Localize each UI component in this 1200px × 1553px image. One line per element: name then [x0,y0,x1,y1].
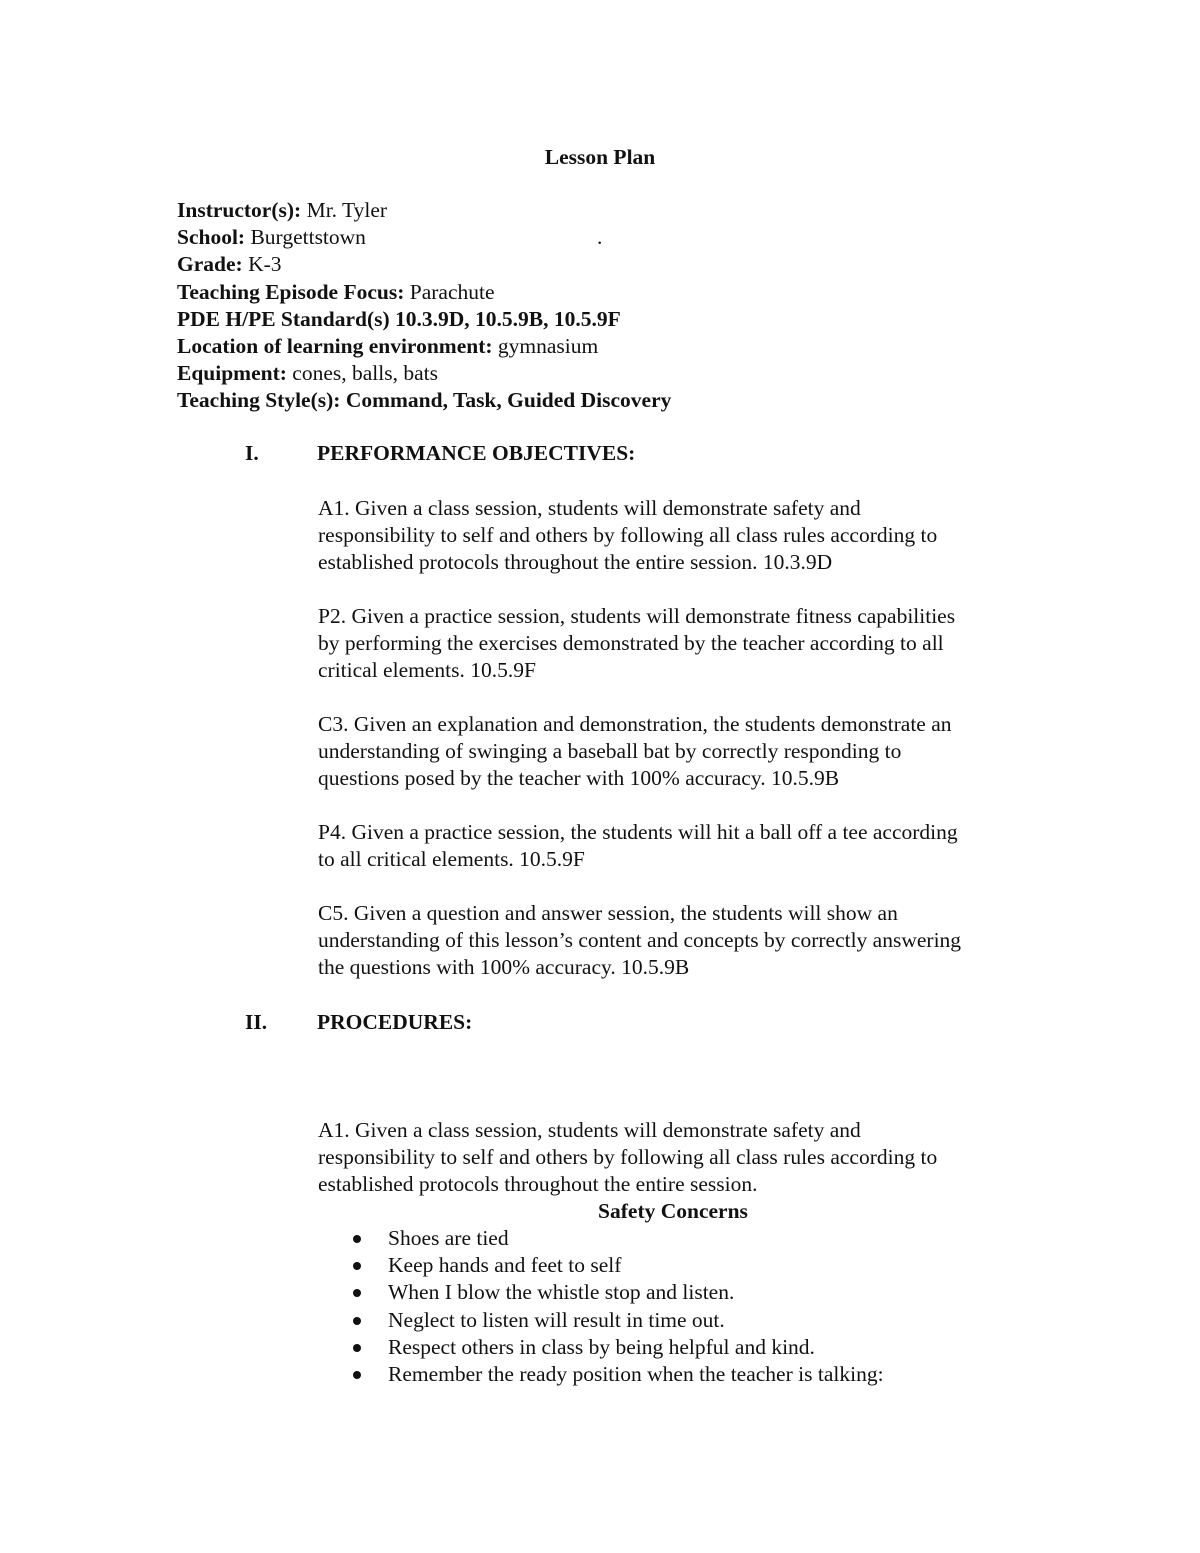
bullet-icon [353,1317,361,1325]
list-item-text: Respect others in class by being helpful and kind. [388,1334,815,1359]
lesson-header [177,197,1077,415]
list-item-text: Remember the ready position when the teacher is talking: [388,1361,884,1386]
teaching-style-label: Teaching Style(s): [177,388,341,413]
list-item-text: When I blow the whistle stop and listen. [388,1280,735,1305]
standards-line: PDE H/PE Standard(s) 10.3.9D, 10.5.9B, 10.5.9F [177,306,621,331]
grade-label: Grade: [177,252,243,277]
objective-p4 [318,819,1038,873]
objective-c3 [318,711,1038,793]
list-item [350,1307,884,1334]
section-numeral: II. [245,1010,268,1034]
grade-value: K-3 [242,252,282,277]
school-line [177,224,1077,251]
grade-line [177,251,1077,278]
objective-c5 [318,900,1038,982]
bullet-icon [353,1262,361,1270]
location-label: Location of learning environment: [177,333,493,358]
objective-line: P4. Given a practice session, the students will hit a ball off a tee according [318,820,958,844]
safety-concerns-list [350,1225,884,1388]
objective-line: questions posed by the teacher with 100% accuracy. 10.5.9B [318,766,840,791]
procedure-line: responsibility to self and others by following all class rules according to [318,1145,938,1170]
objective-line: established protocols throughout the entire session. 10.3.9D [318,550,833,575]
safety-concerns-title: Safety Concerns [598,1199,748,1223]
list-item-text: Shoes are tied [388,1226,509,1250]
objective-a1 [318,495,1038,577]
objective-line: the questions with 100% accuracy. 10.5.9B [318,955,690,980]
teaching-style-line [177,387,1077,414]
school-label: School: [177,225,246,250]
objective-line: C3. Given an explanation and demonstration, the students demonstrate an [318,712,952,736]
school-value: Burgettstown [245,225,366,250]
section-title: PERFORMANCE OBJECTIVES: [317,441,636,465]
list-item [350,1361,884,1388]
objective-line: by performing the exercises demonstrated by the teacher according to all [318,631,944,656]
location-line [177,333,1077,360]
objective-line: A1. Given a class session, students will demonstrate safety and [318,496,861,520]
teaching-style-value: Command, Task, Guided Discovery [340,388,672,413]
location-value: gymnasium [492,333,599,358]
equipment-label: Equipment: [177,361,287,386]
section-procedures-heading [245,1009,472,1036]
bullet-icon [353,1235,361,1243]
procedure-a1 [318,1117,1038,1199]
instructor-value: Mr. Tyler [301,198,388,222]
school-stray-mark: . [597,225,603,250]
list-item-text: Keep hands and feet to self [388,1253,622,1278]
list-item [350,1252,884,1279]
bullet-icon [353,1289,361,1297]
document-title: Lesson Plan [544,145,656,169]
equipment-line [177,360,1077,387]
list-item-text: Neglect to listen will result in time out. [388,1307,725,1332]
focus-label: Teaching Episode Focus: [177,279,405,304]
objective-line: C5. Given a question and answer session, the students will show an [318,901,898,925]
list-item [350,1279,884,1306]
instructor-line [177,197,1077,224]
list-item [350,1225,884,1252]
objective-line: critical elements. 10.5.9F [318,658,536,683]
objective-p2 [318,603,1038,685]
procedure-line: established protocols throughout the entire session. [318,1172,758,1197]
objective-line: understanding of swinging a baseball bat by correctly responding to [318,739,902,764]
section-performance-objectives-heading [245,440,635,467]
instructor-label: Instructor(s): [177,198,302,222]
section-numeral: I. [245,441,259,465]
focus-line [177,279,1077,306]
list-item [350,1334,884,1361]
section-title: PROCEDURES: [317,1010,473,1034]
equipment-value: cones, balls, bats [286,361,438,386]
focus-value: Parachute [404,279,495,304]
procedure-line: A1. Given a class session, students will demonstrate safety and [318,1118,861,1142]
objective-line: to all critical elements. 10.5.9F [318,847,585,872]
bullet-icon [353,1344,361,1352]
objective-line: understanding of this lesson’s content and concepts by correctly answering [318,928,962,953]
objective-line: responsibility to self and others by following all class rules according to [318,523,938,548]
objective-line: P2. Given a practice session, students will demonstrate fitness capabilities [318,604,956,628]
bullet-icon [353,1371,361,1379]
